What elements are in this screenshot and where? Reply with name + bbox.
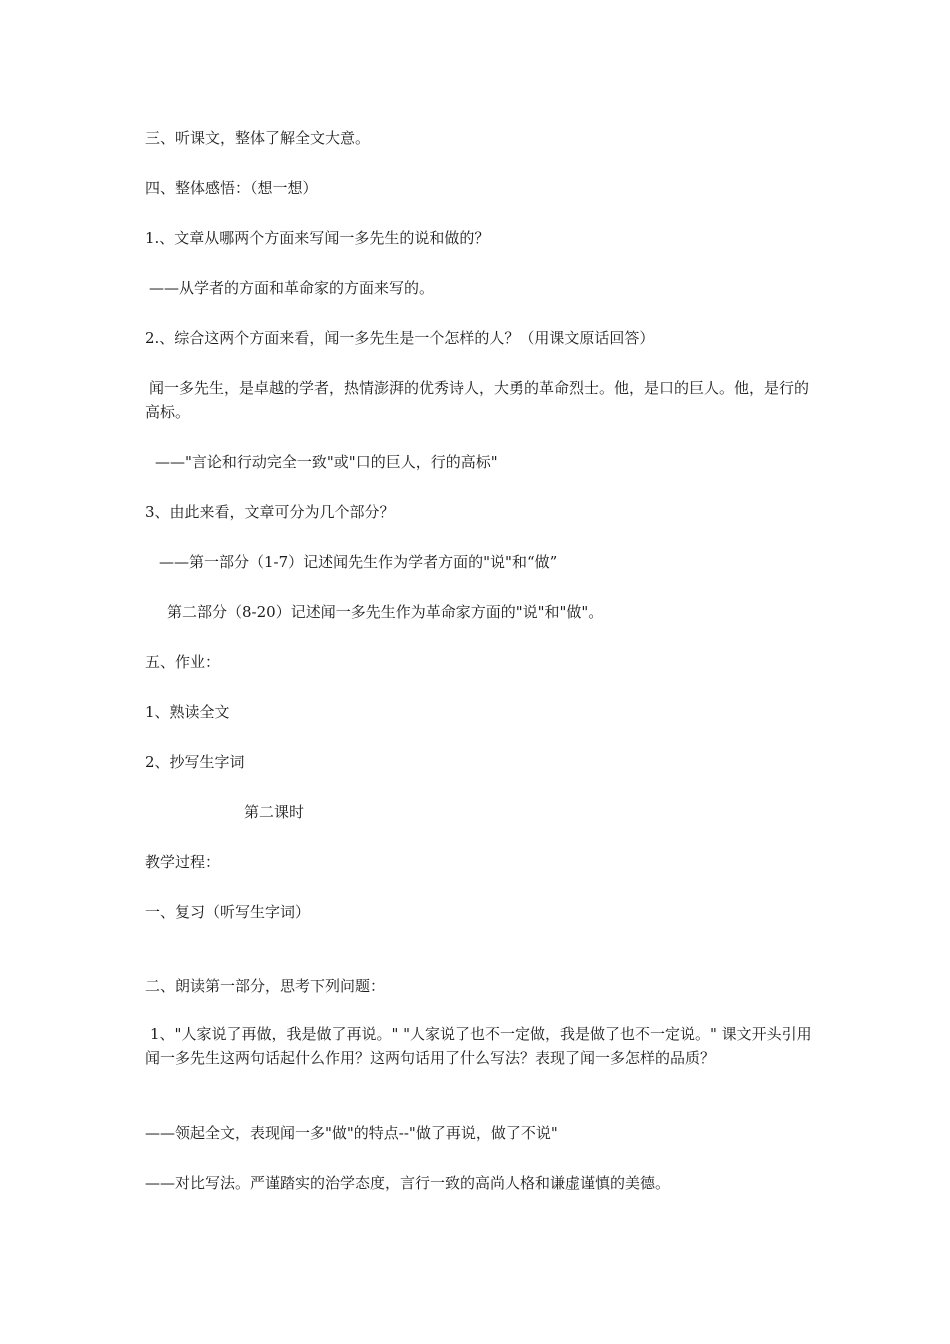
- reading-part-1-heading: 二、朗读第一部分，思考下列问题：: [145, 977, 386, 995]
- teaching-process-heading: 教学过程：: [145, 853, 221, 871]
- answer-2: 闻一多先生，是卓越的学者，热情澎湃的优秀诗人，大勇的革命烈士。他，是口的巨人。他，是行的高标。: [145, 379, 810, 421]
- section-5-heading: 五、作业：: [145, 653, 221, 671]
- question-3: 3、由此来看，文章可分为几个部分？: [145, 503, 395, 521]
- reading-question-1: 1、"人家说了再做，我是做了再说。" "人家说了也不一定做，我是做了也不一定说。" 课文开头引用闻一多先生这两句话起什么作用？这两句话用了什么写法？表现了闻一多怎样的品质？: [145, 1025, 812, 1067]
- answer-3-part-1: ——第一部分（1-7）记述闻先生作为学者方面的"说"和“做”: [159, 553, 558, 571]
- reading-answer-1: ——领起全文，表现闻一多"做"的特点--"做了再说，做了不说": [145, 1124, 558, 1142]
- answer-3-part-2: 第二部分（8-20）记述闻一多先生作为革命家方面的"说"和"做"。: [167, 603, 604, 621]
- section-4-heading: 四、整体感悟：（想一想）: [145, 179, 318, 197]
- answer-1: ——从学者的方面和革命家的方面来写的。: [149, 279, 435, 297]
- lesson-2-title: 第二课时: [244, 803, 305, 821]
- homework-item-1: 1、熟读全文: [145, 703, 230, 721]
- review-heading: 一、复习（听写生字词）: [145, 903, 311, 921]
- section-3-heading: 三、听课文，整体了解全文大意。: [145, 129, 371, 147]
- question-1: 1.、文章从哪两个方面来写闻一多先生的说和做的？: [145, 229, 490, 247]
- question-2: 2.、综合这两个方面来看，闻一多先生是一个怎样的人？（用课文原话回答）: [145, 329, 655, 347]
- answer-2-summary: ——"言论和行动完全一致"或"口的巨人，行的高标": [155, 453, 498, 471]
- homework-item-2: 2、抄写生字词: [145, 753, 245, 771]
- reading-answer-2: ——对比写法。严谨踏实的治学态度，言行一致的高尚人格和谦虚谨慎的美德。: [145, 1174, 671, 1192]
